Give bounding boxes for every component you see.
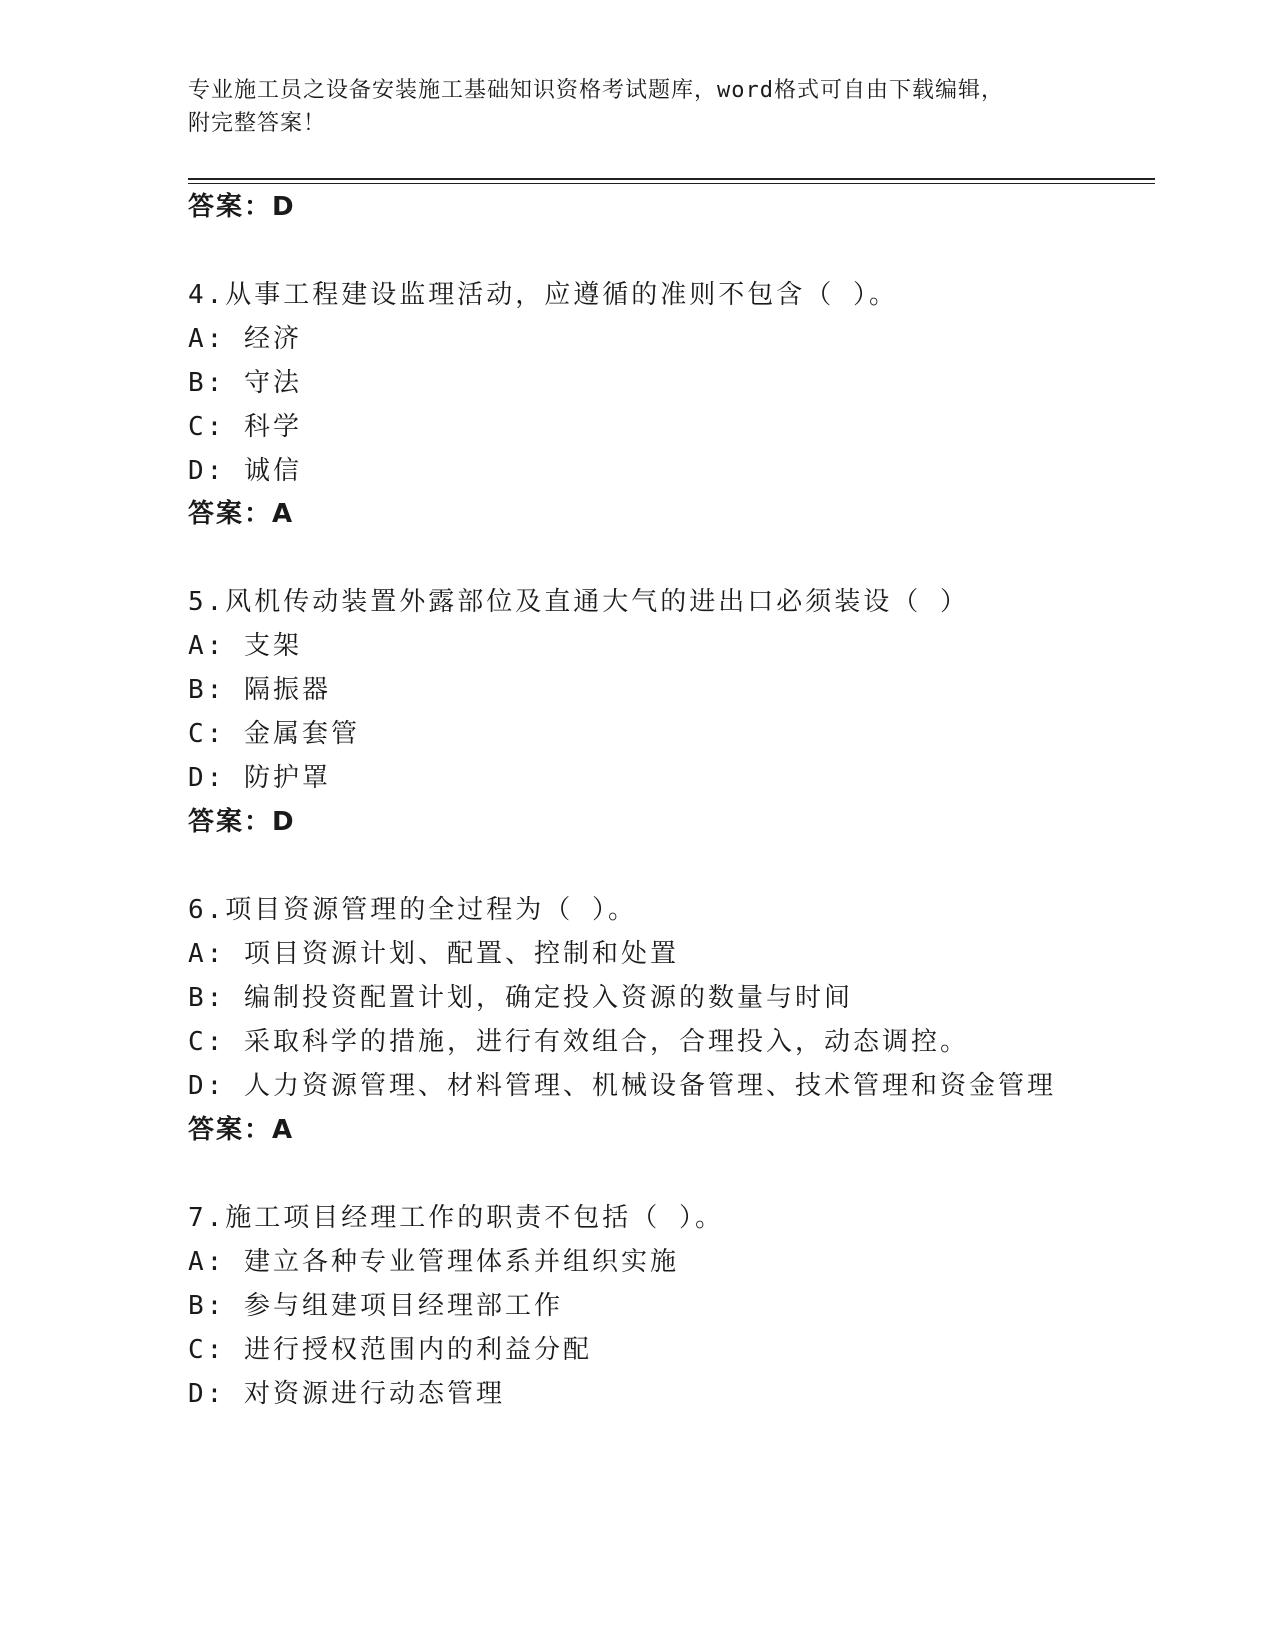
question-4-option-a: A: 经济 <box>188 324 302 354</box>
question-7-option-a: A: 建立各种专业管理体系并组织实施 <box>188 1247 679 1277</box>
question-4-option-c: C: 科学 <box>188 412 302 442</box>
question-7-option-b: B: 参与组建项目经理部工作 <box>188 1291 563 1321</box>
header-line-1: 专业施工员之设备安装施工基础知识资格考试题库，word格式可自由下载编辑， <box>188 78 1004 103</box>
document-header <box>188 74 1088 140</box>
question-4-stem: 4.从事工程建设监理活动，应遵循的准则不包含（ ）。 <box>188 280 898 310</box>
question-6-option-a: A: 项目资源计划、配置、控制和处置 <box>188 939 679 969</box>
question-6-option-b: B: 编制投资配置计划，确定投入资源的数量与时间 <box>188 983 853 1013</box>
answer-q4: 答案：A <box>188 499 295 529</box>
header-line-2: 附完整答案！ <box>188 111 327 136</box>
question-7-option-d: D: 对资源进行动态管理 <box>188 1379 505 1409</box>
header-divider-thick <box>188 178 1155 180</box>
answer-q6: 答案：A <box>188 1115 295 1145</box>
question-4-option-d: D: 诚信 <box>188 456 302 486</box>
question-5-option-b: B: 隔振器 <box>188 675 331 705</box>
question-5-stem: 5.风机传动装置外露部位及直通大气的进出口必须装设（ ） <box>188 587 969 617</box>
question-4-option-b: B: 守法 <box>188 368 302 398</box>
question-7-stem: 7.施工项目经理工作的职责不包括（ ）。 <box>188 1203 724 1233</box>
question-7-option-c: C: 进行授权范围内的利益分配 <box>188 1335 592 1365</box>
question-5-option-c: C: 金属套管 <box>188 719 360 749</box>
answer-q5: 答案：D <box>188 807 296 837</box>
question-6-option-d: D: 人力资源管理、材料管理、机械设备管理、技术管理和资金管理 <box>188 1071 1056 1101</box>
question-5-option-d: D: 防护罩 <box>188 763 331 793</box>
answer-q3: 答案：D <box>188 192 296 222</box>
question-6-stem: 6.项目资源管理的全过程为（ ）。 <box>188 895 637 925</box>
question-6-option-c: C: 采取科学的措施，进行有效组合，合理投入，动态调控。 <box>188 1027 969 1057</box>
header-divider-thin <box>188 183 1155 184</box>
question-5-option-a: A: 支架 <box>188 631 302 661</box>
